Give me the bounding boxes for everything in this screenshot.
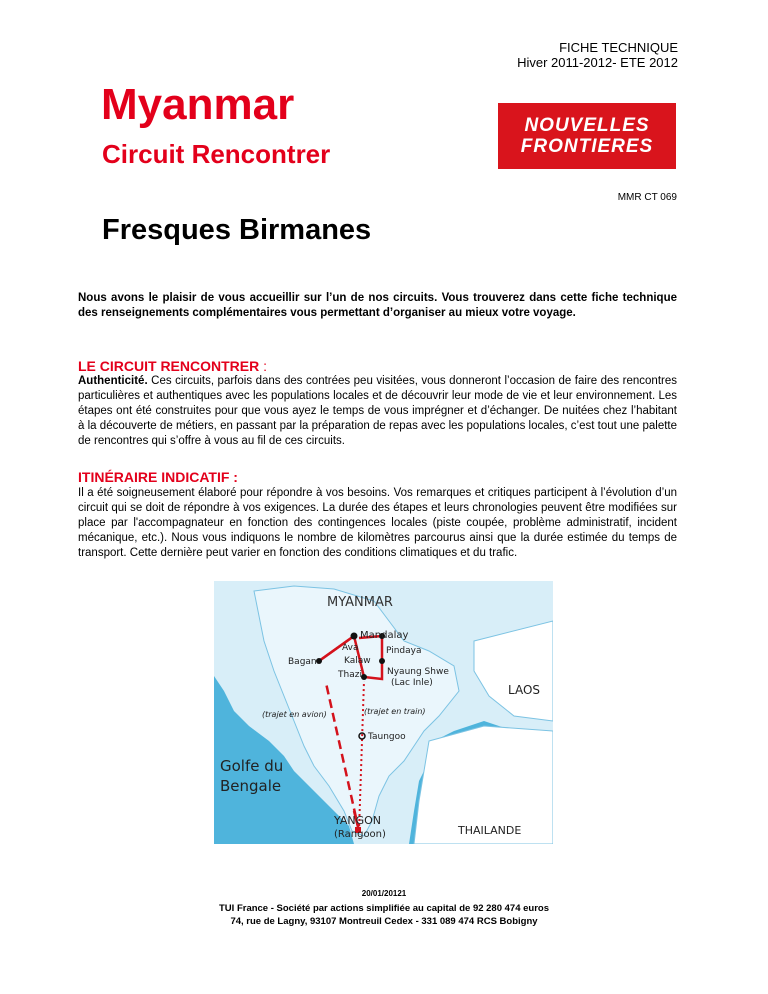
section-itineraire-text: Il a été soigneusement élaboré pour répondre à vos besoins. Vos remarques et critiques participent à l’évolution d’un circuit qui se doit de répondre à vos exigences. La durée des étapes et leurs chronologies peuvent être modifiées sur place par l'accompagnateur en fonction des contingences locales (piste coupée, problème administratif, incident mécanique, etc.). Nous vous indiquons le nombre de kilomètres parcourus ainsi que la durée estimée du temps de transport. Cette dernière peut varier en fonction des conditions climatiques et du trafic.: [78, 487, 677, 559]
map-label-yangon: YANGON: [334, 814, 382, 827]
map-label-thazi: Thazi: [338, 670, 362, 680]
intro-paragraph: Nous avons le plaisir de vous accueillir sur l’un de nos circuits. Vous trouverez dans cette fiche technique des renseignements complémentaires vous permettant d’organiser au mieux votre voyage.: [78, 292, 677, 319]
map-label-bagan: Bagan: [288, 657, 317, 667]
footer-address: 74, rue de Lagny, 93107 Montreuil Cedex - 331 089 474 RCS Bobigny: [230, 916, 538, 927]
map-label-nyaung-shwe: Nyaung Shwe: [387, 667, 449, 677]
nyaung-shwe-dot: [379, 658, 385, 664]
map-label-trajet-avion: (trajet en avion): [262, 710, 327, 719]
section-circuit-colon: :: [259, 358, 268, 374]
map-label-mandalay: Mandalay: [360, 630, 409, 641]
footer-date: 20/01/20121: [361, 889, 407, 898]
map-label-rangoon: (Rangoon): [334, 829, 386, 840]
map-label-trajet-train: (trajet en train): [364, 707, 426, 716]
nouvelles-frontieres-logo: [498, 103, 676, 169]
section-circuit-heading: [78, 358, 267, 375]
itinerary-map: [214, 581, 553, 844]
footer-company: TUI France - Société par actions simplifiée au capital de 92 280 474 euros: [219, 903, 549, 914]
bagan-dot: [316, 658, 322, 664]
section-circuit-title: LE CIRCUIT RENCONTRER: [78, 358, 260, 374]
map-label-laos: LAOS: [508, 683, 541, 697]
section-itineraire-heading: [78, 469, 238, 486]
map-label-kalaw: Kalaw: [344, 656, 371, 666]
map-label-lac-inle: (Lac Inle): [391, 678, 433, 688]
logo-line2: FRONTIERES: [520, 136, 654, 157]
section-circuit-text: [78, 374, 677, 449]
map-label-taungoo: Taungoo: [368, 732, 406, 742]
section-circuit-lead: Authenticité.: [78, 375, 148, 387]
mandalay-dot: [351, 633, 358, 640]
map-label-ava: Ava: [342, 643, 359, 653]
page-title: Myanmar: [101, 80, 295, 129]
section-itineraire-colon: :: [229, 469, 238, 485]
section-circuit-body: Ces circuits, parfois dans des contrées peu visitées, vous donneront l’occasion de faire des rencontres particulières et authentiques avec les populations locales et de découvrir leur mode de vie et leur environnement. Les étapes ont été construites pour que vous ayez le temps de vous imprégner et d’échanger. De nuitées chez l’habitant à la découverte de métiers, en passant par la préparation de repas avec les populations locales, c’est tout une palette de rencontres qui s’offre à vous au fil de ces circuits.: [78, 375, 677, 447]
map-label-myanmar: MYANMAR: [327, 595, 393, 610]
fiche-title: FICHE TECHNIQUE: [559, 40, 678, 55]
map-label-golfe: Golfe du: [220, 757, 284, 775]
circuit-heading: Fresques Birmanes: [102, 214, 372, 246]
fiche-header: [517, 40, 678, 70]
fiche-season: Hiver 2011-2012- ETE 2012: [517, 55, 678, 70]
map-label-pindaya: Pindaya: [386, 646, 422, 656]
reference-code: MMR CT 069: [617, 192, 677, 203]
map-label-bengale: Bengale: [220, 777, 282, 795]
logo-line1: NOUVELLES: [524, 115, 650, 136]
map-label-thailande: THAILANDE: [458, 824, 522, 837]
section-itineraire-title: ITINÉRAIRE INDICATIF: [78, 469, 230, 485]
page-subtitle: Circuit Rencontrer: [102, 139, 331, 169]
